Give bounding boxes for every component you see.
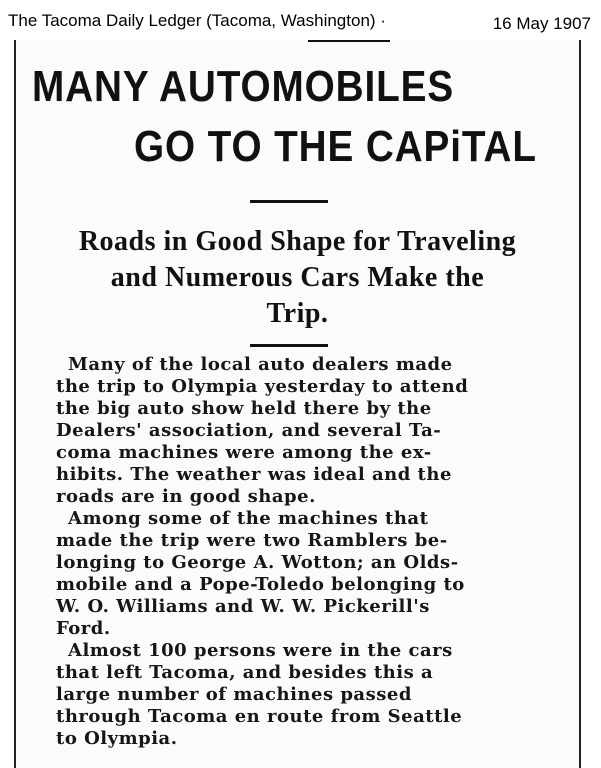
article-line: Many of the local auto dealers made	[68, 354, 453, 375]
article-line: mobile and a Pope-Toledo belonging to	[56, 574, 465, 595]
source-bar	[0, 0, 601, 40]
article-line: Among some of the machines that	[68, 508, 429, 529]
subheadline-line-3: Trip.	[266, 298, 329, 329]
headline-line-2: GO TO THE CAPiTAL	[134, 122, 537, 171]
article-line: hibits. The weather was ideal and the	[56, 464, 452, 485]
article-line: made the trip were two Ramblers be-	[56, 530, 448, 551]
article-line: roads are in good shape.	[56, 486, 316, 507]
article-line: Dealers' association, and several Ta-	[56, 420, 442, 441]
article-line: longing to George A. Wotton; an Olds-	[56, 552, 459, 573]
article-line: the trip to Olympia yesterday to attend	[56, 376, 469, 397]
publication-name: The Tacoma Daily Ledger (Tacoma, Washington) ·	[8, 11, 386, 30]
newspaper-clipping	[14, 40, 581, 768]
headline-divider	[250, 200, 328, 203]
subheadline-line-1: Roads in Good Shape for Traveling	[78, 226, 517, 257]
article-line: Ford.	[56, 618, 111, 639]
article-line: W. O. Williams and W. W. Pickerill's	[56, 596, 430, 617]
subheadline-divider	[250, 344, 328, 347]
article-line: the big auto show held there by the	[56, 398, 432, 419]
subheadline-line-2: and Numerous Cars Make the	[110, 262, 485, 293]
article-line: through Tacoma en route from Seattle	[56, 706, 463, 727]
top-divider	[308, 40, 390, 42]
article-line: Almost 100 persons were in the cars	[68, 640, 453, 661]
article-line: coma machines were among the ex-	[56, 442, 432, 463]
article-line: large number of machines passed	[56, 684, 412, 705]
publication-date: 16 May 1907	[492, 14, 591, 33]
article-line: that left Tacoma, and besides this a	[56, 662, 434, 683]
headline-line-1: MANY AUTOMOBILES	[32, 62, 455, 111]
article-line: to Olympia.	[56, 728, 178, 749]
